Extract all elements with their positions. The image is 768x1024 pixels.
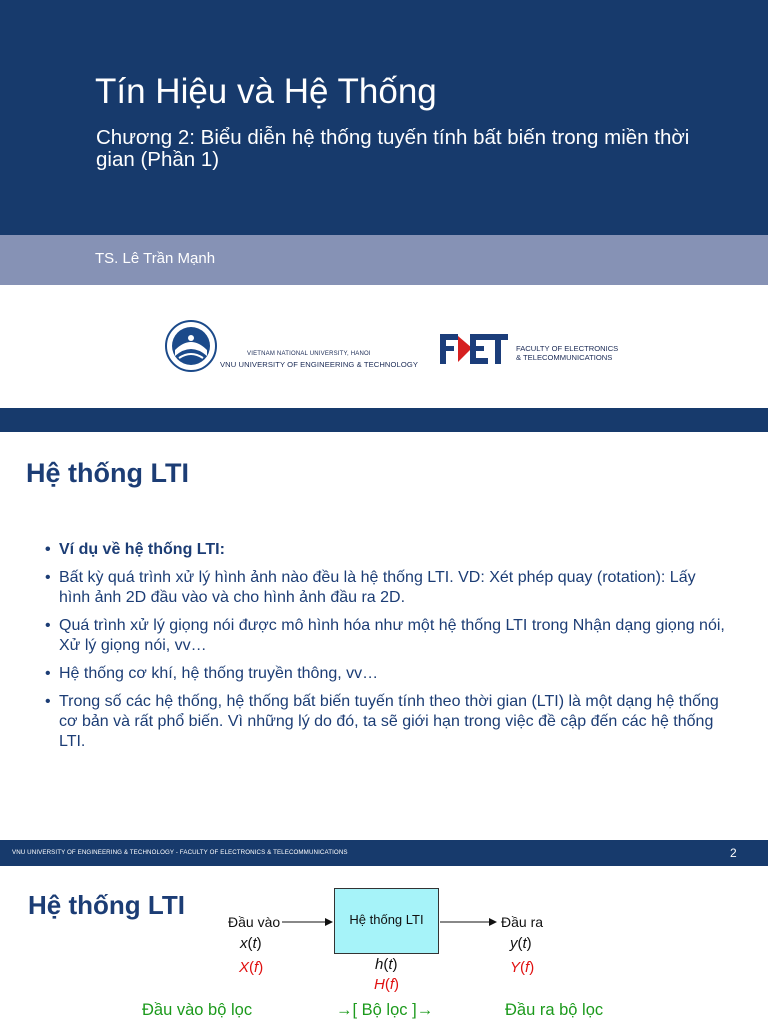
page-number: 2 xyxy=(730,846,737,860)
input-freq-signal: X(f) xyxy=(239,959,264,976)
filter-output-label: Đầu ra bộ lọc xyxy=(505,1001,604,1019)
bullet-item: • Trong số các hệ thống, hệ thống bất biến tuyến tính theo thời gian (LTI) là một dạng hệ thống cơ bản và rất phổ biến. Vì những lý do đó, ta sẽ giới hạn trong việc đề cập đến các hệ thống LTI. xyxy=(45,692,725,752)
output-freq-signal: Y(f) xyxy=(510,959,535,976)
title-band xyxy=(0,0,768,235)
transfer-function: H(f) xyxy=(374,976,400,993)
bullet-list xyxy=(45,540,725,760)
slide3-title: Hệ thống LTI xyxy=(28,890,185,920)
lti-box-label: Hệ thống LTI xyxy=(349,912,424,927)
impulse-response: h(t) xyxy=(375,956,398,973)
fet-logo-icon xyxy=(440,334,508,364)
vnu-logo-icon xyxy=(165,320,217,372)
bullet-item: • Ví dụ về hệ thống LTI: xyxy=(45,540,725,560)
slide-bottom-bar xyxy=(0,408,768,432)
output-label: Đầu ra xyxy=(501,914,544,930)
filter-input-label: Đầu vào bộ lọc xyxy=(142,1001,253,1019)
output-time-signal: y(t) xyxy=(510,935,532,952)
input-label: Đầu vào xyxy=(228,914,281,930)
bullet-item: • Hệ thống cơ khí, hệ thống truyền thông, vv… xyxy=(45,664,725,684)
input-time-signal: x(t) xyxy=(240,935,262,952)
slide2-title: Hệ thống LTI xyxy=(26,458,189,488)
footer-text: VNU UNIVERSITY OF ENGINEERING & TECHNOLOGY - FACULTY OF ELECTRONICS & TELECOMMUNICATIONS xyxy=(12,849,348,856)
slide-title: Tín Hiệu và Hệ Thống xyxy=(95,72,437,111)
vnu-name-line1: VIETNAM NATIONAL UNIVERSITY, HANOI xyxy=(247,351,371,357)
fet-name-line1: FACULTY OF ELECTRONICS xyxy=(516,344,619,353)
bullet-item: • Bất kỳ quá trình xử lý hình ảnh nào đều là hệ thống LTI. VD: Xét phép quay (rotation): Lấy hình ảnh 2D đầu vào và cho hình ảnh đầu ra 2D. xyxy=(45,568,725,608)
fet-name-line2: & TELECOMMUNICATIONS xyxy=(516,353,613,362)
slide-subtitle: Chương 2: Biểu diễn hệ thống tuyến tính bất biến trong miền thời gian (Phần 1) xyxy=(96,126,690,171)
filter-middle-label: →[ Bộ lọc ]→ xyxy=(336,1001,434,1019)
bullet-item: • Quá trình xử lý giọng nói được mô hình hóa như một hệ thống LTI trong Nhận dạng giọng nói, Xử lý giọng nói, vv… xyxy=(45,616,725,656)
author-name: TS. Lê Trần Mạnh xyxy=(95,250,216,267)
vnu-name-line2: VNU UNIVERSITY OF ENGINEERING & TECHNOLOGY xyxy=(220,360,419,369)
